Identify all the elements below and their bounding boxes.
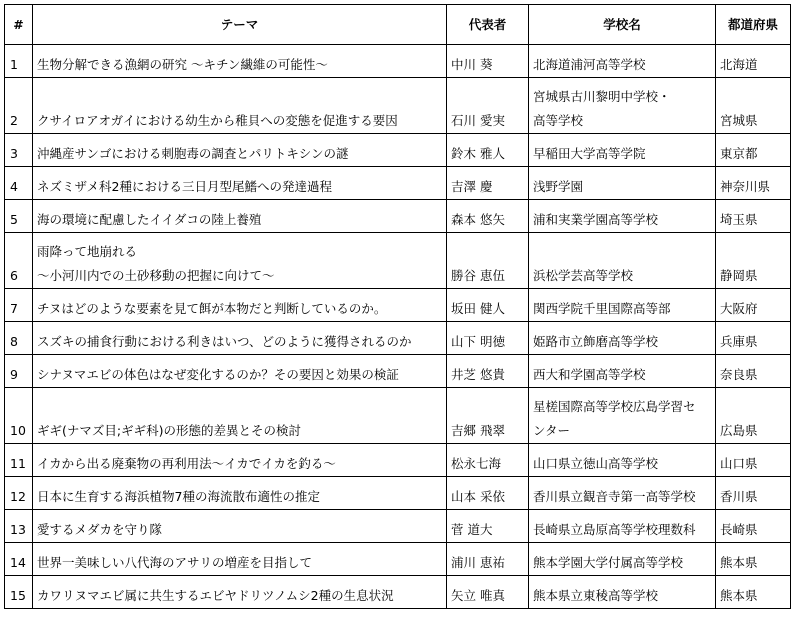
table-row [5,167,791,200]
header-representative: 代表者 [447,5,529,45]
cell-no: 14 [5,543,33,576]
cell-school: 熊本学園大学付属高等学校 [529,543,716,576]
cell-representative: 山本 采依 [447,477,529,510]
cell-prefecture: 宮城県 [716,78,791,134]
cell-representative: 坂田 健人 [447,289,529,322]
cell-representative: 鈴木 雅人 [447,134,529,167]
cell-theme: 沖縄産サンゴにおける刺胞毒の調査とパリトキシンの謎 [33,134,447,167]
cell-prefecture: 熊本県 [716,576,791,609]
header-no: # [5,5,33,45]
cell-no: 12 [5,477,33,510]
cell-no: 11 [5,444,33,477]
cell-school-text: 星槎国際高等学校広島学習セ ンター [533,399,696,438]
cell-school: 山口県立徳山高等学校 [529,444,716,477]
cell-prefecture: 静岡県 [716,233,791,289]
cell-school: 西大和学園高等学校 [529,355,716,388]
cell-school: 浅野学園 [529,167,716,200]
cell-theme: スズキの捕食行動における利きはいつ、どのように獲得されるのか [33,322,447,355]
cell-school [529,78,716,134]
table-row [5,200,791,233]
cell-theme: シナヌマエビの体色はなぜ変化するのか？その要因と効果の検証 [33,355,447,388]
table-body [5,45,791,609]
cell-representative: 山下 明徳 [447,322,529,355]
cell-representative: 勝谷 恵伍 [447,233,529,289]
table-row [5,322,791,355]
cell-no: 4 [5,167,33,200]
cell-theme: 生物分解できる漁網の研究 ～キチン繊維の可能性～ [33,45,447,78]
research-table [4,4,791,609]
cell-school: 熊本県立東稜高等学校 [529,576,716,609]
cell-theme: カワリヌマエビ属に共生するエビヤドリツノムシ2種の生息状況 [33,576,447,609]
table-row [5,477,791,510]
cell-school: 浜松学芸高等学校 [529,233,716,289]
table-row [5,444,791,477]
cell-representative: 石川 愛実 [447,78,529,134]
cell-school: 関西学院千里国際高等部 [529,289,716,322]
cell-prefecture: 大阪府 [716,289,791,322]
cell-prefecture: 山口県 [716,444,791,477]
cell-no: 5 [5,200,33,233]
cell-no: 1 [5,45,33,78]
cell-theme: クサイロアオガイにおける幼生から稚貝への変態を促進する要因 [33,78,447,134]
header-school: 学校名 [529,5,716,45]
cell-no: 8 [5,322,33,355]
cell-theme [33,233,447,289]
cell-representative: 吉澤 慶 [447,167,529,200]
cell-no: 7 [5,289,33,322]
cell-theme-text: 雨降って地崩れる ～小河川内での土砂移動の把握に向けて～ [37,244,275,283]
cell-school: 早稲田大学高等学院 [529,134,716,167]
cell-no: 9 [5,355,33,388]
cell-prefecture: 奈良県 [716,355,791,388]
cell-prefecture: 熊本県 [716,543,791,576]
cell-school-text: 宮城県古川黎明中学校・ 高等学校 [533,89,671,128]
table-row [5,289,791,322]
cell-school [529,388,716,444]
cell-representative: 森本 悠矢 [447,200,529,233]
header-row [5,5,791,45]
cell-theme: ネズミザメ科2種における三日月型尾鰭への発達過程 [33,167,447,200]
cell-theme: イカから出る廃棄物の再利用法～イカでイカを釣る～ [33,444,447,477]
cell-prefecture: 長崎県 [716,510,791,543]
cell-representative: 松永七海 [447,444,529,477]
cell-theme: 愛するメダカを守り隊 [33,510,447,543]
cell-representative: 浦川 恵祐 [447,543,529,576]
cell-school: 長崎県立島原高等学校理数科 [529,510,716,543]
cell-school: 北海道浦河高等学校 [529,45,716,78]
header-theme: テーマ [33,5,447,45]
cell-theme: 世界一美味しい八代海のアサリの増産を目指して [33,543,447,576]
cell-theme: ギギ(ナマズ目;ギギ科)の形態的差異とその検討 [33,388,447,444]
cell-representative: 吉郷 飛翠 [447,388,529,444]
cell-theme: 日本に生育する海浜植物7種の海流散布適性の推定 [33,477,447,510]
table-row [5,134,791,167]
cell-no: 10 [5,388,33,444]
table-row [5,543,791,576]
cell-no: 15 [5,576,33,609]
cell-prefecture: 埼玉県 [716,200,791,233]
cell-representative: 中川 葵 [447,45,529,78]
cell-no: 3 [5,134,33,167]
cell-prefecture: 東京都 [716,134,791,167]
table-row [5,233,791,289]
cell-representative: 井芝 悠貴 [447,355,529,388]
cell-no: 6 [5,233,33,289]
cell-theme: 海の環境に配慮したイイダコの陸上養殖 [33,200,447,233]
cell-prefecture: 兵庫県 [716,322,791,355]
cell-prefecture: 北海道 [716,45,791,78]
table-row [5,388,791,444]
table-row [5,355,791,388]
cell-no: 2 [5,78,33,134]
cell-theme: チヌはどのような要素を見て餌が本物だと判断しているのか。 [33,289,447,322]
cell-no: 13 [5,510,33,543]
cell-prefecture: 香川県 [716,477,791,510]
cell-school: 香川県立観音寺第一高等学校 [529,477,716,510]
table-row [5,510,791,543]
table-row [5,78,791,134]
table-row [5,576,791,609]
cell-prefecture: 神奈川県 [716,167,791,200]
table-row [5,45,791,78]
cell-prefecture: 広島県 [716,388,791,444]
cell-representative: 菅 道大 [447,510,529,543]
header-prefecture: 都道府県 [716,5,791,45]
cell-representative: 矢立 唯真 [447,576,529,609]
cell-school: 姫路市立飾磨高等学校 [529,322,716,355]
cell-school: 浦和実業学園高等学校 [529,200,716,233]
